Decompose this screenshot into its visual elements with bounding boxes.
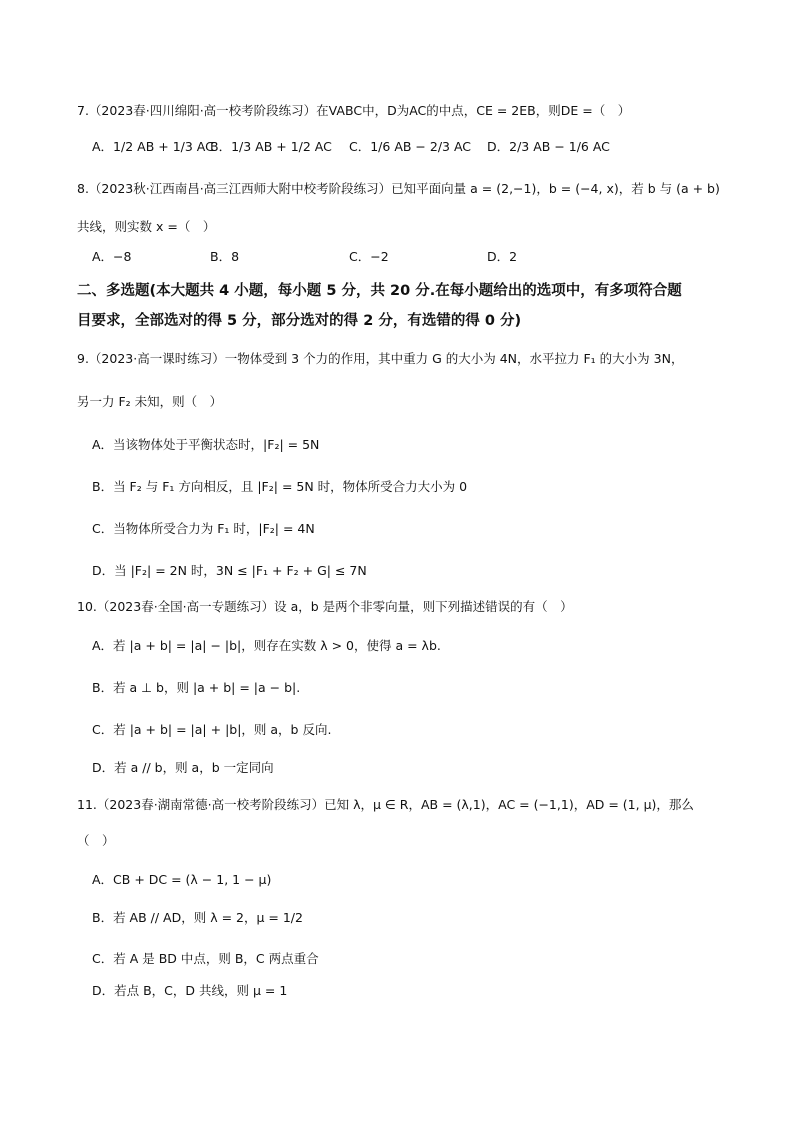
- section-heading-line1: 二、多选题(本大题共 4 小题，每小题 5 分，共 20 分.在每小题给出的选项中，有多项符合题: [77, 283, 682, 299]
- q9-stem-line2: 另一力 F₂ 未知，则（ ）: [77, 394, 223, 409]
- q9-option-b: B．当 F₂ 与 F₁ 方向相反，且 |F₂| = 5N 时，物体所受合力大小为 0: [92, 479, 468, 494]
- q10-stem: 10.（2023春·全国·高一专题练习）设 a，b 是两个非零向量，则下列描述错误的有（ ）: [77, 599, 573, 614]
- q11-option-d: D．若点 B，C，D 共线，则 μ = 1: [92, 983, 288, 998]
- q10-option-d: D．若 a // b，则 a，b 一定同向: [92, 760, 274, 775]
- q11-stem-line1: 11.（2023春·湖南常德·高一校考阶段练习）已知 λ，μ ∈ R，AB = (λ,1)，AC = (−1,1)，AD = (1, μ)，那么: [77, 797, 694, 812]
- section-heading-line2: 目要求，全部选对的得 5 分，部分选对的得 2 分，有选错的得 0 分): [77, 313, 522, 329]
- q9-option-d: D．当 |F₂| = 2N 时，3N ≤ |F₁ + F₂ + G| ≤ 7N: [92, 563, 367, 578]
- q7-option-b: B．1/3 AB + 1/2 AC: [210, 139, 332, 154]
- q7-stem: 7.（2023春·四川绵阳·高一校考阶段练习）在VABC中，D为AC的中点，CE = 2EB，则DE =（ ）: [77, 103, 631, 118]
- q8-stem-line1: 8.（2023秋·江西南昌·高三江西师大附中校考阶段练习）已知平面向量 a = (2,−1)，b = (−4, x)，若 b 与 (a + b): [77, 181, 720, 196]
- q11-option-b: B．若 AB // AD，则 λ = 2，μ = 1/2: [92, 910, 303, 925]
- q9-stem-line1: 9.（2023·高一课时练习）一物体受到 3 个力的作用，其中重力 G 的大小为 4N，水平拉力 F₁ 的大小为 3N，: [77, 351, 684, 366]
- q7-option-d: D．2/3 AB − 1/6 AC: [487, 139, 610, 154]
- q10-option-b: B．若 a ⊥ b，则 |a + b| = |a − b|.: [92, 680, 301, 695]
- q9-option-a: A．当该物体处于平衡状态时，|F₂| = 5N: [92, 437, 320, 452]
- q8-option-a: A．−8: [92, 249, 132, 264]
- q10-option-c: C．若 |a + b| = |a| + |b|，则 a，b 反向.: [92, 722, 332, 737]
- q7-option-a: A．1/2 AB + 1/3 AC: [92, 139, 214, 154]
- q11-option-a: A．CB + DC = (λ − 1, 1 − μ): [92, 872, 272, 887]
- q10-option-a: A．若 |a + b| = |a| − |b|，则存在实数 λ > 0，使得 a = λb.: [92, 638, 441, 653]
- q11-stem-line2: （ ）: [77, 833, 115, 848]
- q8-option-d: D．2: [487, 249, 518, 264]
- q8-stem-line2: 共线，则实数 x =（ ）: [77, 219, 216, 234]
- q7-option-c: C．1/6 AB − 2/3 AC: [349, 139, 472, 154]
- q8-option-c: C．−2: [349, 249, 389, 264]
- q8-option-b: B．8: [210, 249, 240, 264]
- q9-option-c: C．当物体所受合力为 F₁ 时，|F₂| = 4N: [92, 521, 315, 536]
- q11-option-c: C．若 A 是 BD 中点，则 B，C 两点重合: [92, 951, 319, 966]
